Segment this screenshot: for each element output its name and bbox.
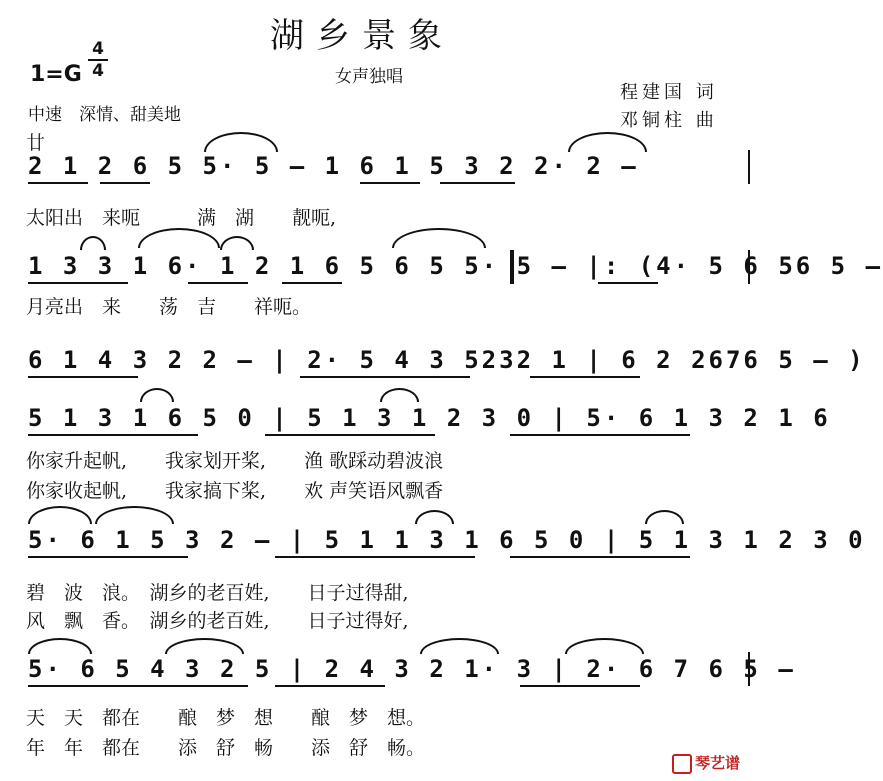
performance-type: 女声独唱 (335, 67, 403, 87)
lyric-verse-1: 天 天 都在 酿 梦 想 酿 梦 想。 (26, 707, 426, 729)
slur (165, 638, 244, 654)
lyric-verse-2: 你家收起帆, 我家搞下桨, 欢 声笑语风飘香 (26, 480, 444, 502)
notation-row-6: 5· 6 5 4 3 2 5 | 2 4 3 2 1· 3 | 2· 6 7 6 5 – (28, 655, 796, 683)
notation-row-5: 5· 6 1 5 3 2 – | 5 1 1 3 1 6 5 0 | 5 1 3 1 2 3 0 (28, 526, 866, 554)
slur (645, 510, 684, 524)
slur (568, 132, 647, 152)
time-signature-top: 4 (92, 39, 104, 59)
slur (204, 132, 278, 152)
time-signature-bottom: 4 (92, 61, 104, 81)
slur (565, 638, 644, 654)
lyric-verse-1: 碧 波 浪。 湖乡的老百姓, 日子过得甜, (26, 582, 409, 604)
notation-row-4: 5 1 3 1 6 5 0 | 5 1 3 1 2 3 0 | 5· 6 1 3 2 1 6 (28, 404, 831, 432)
lyric-line-2: 月亮出 来 荡 吉 祥呃。 (26, 296, 312, 318)
slur (140, 388, 174, 402)
lyricist-credit: 程建国 词 (620, 82, 718, 103)
key-signature: 1=G (30, 62, 82, 87)
slur (420, 638, 499, 654)
repeat-barline (510, 250, 514, 284)
slur (220, 236, 254, 250)
time-signature (88, 40, 108, 80)
slur (138, 228, 220, 248)
watermark-text: 琴艺谱 (695, 754, 741, 772)
slur (380, 388, 419, 402)
notation-row-1: 2 1 2 6 5 5· 5 – 1 6 1 5 3 2 2· 2 – (28, 152, 639, 180)
barline (748, 250, 750, 284)
song-title: 湖乡景象 (270, 16, 454, 56)
barline (748, 652, 750, 686)
tempo-marking: 中速 深情、甜美地 (28, 105, 181, 125)
piano-logo-icon (672, 754, 692, 774)
slur (28, 638, 92, 654)
composer-credit: 邓铜柱 曲 (620, 110, 718, 131)
lyric-verse-2: 风 飘 香。 湖乡的老百姓, 日子过得好, (26, 610, 409, 632)
fermata-mark: 廿 (26, 132, 46, 154)
lyric-line-1: 太阳出 来呃 满 湖 靓呃, (26, 207, 337, 229)
site-watermark (672, 752, 740, 774)
slur (392, 228, 486, 248)
slur (415, 510, 454, 524)
slur (28, 506, 92, 524)
notation-row-3: 6 1 4 3 2 2 – | 2· 5 4 3 5232 1 | 6 2 2676 5 – ) (28, 346, 866, 374)
slur (80, 236, 106, 250)
notation-row-2: 1 3 3 1 6· 1 2 1 6 5 6 5 5· 5 – |: (4· 5 6 56 5 – (28, 252, 883, 280)
slur (95, 506, 174, 524)
barline (748, 150, 750, 184)
lyric-verse-1: 你家升起帆, 我家划开桨, 渔 歌踩动碧波浪 (26, 450, 444, 472)
lyric-verse-2: 年 年 都在 添 舒 畅 添 舒 畅。 (26, 737, 426, 759)
